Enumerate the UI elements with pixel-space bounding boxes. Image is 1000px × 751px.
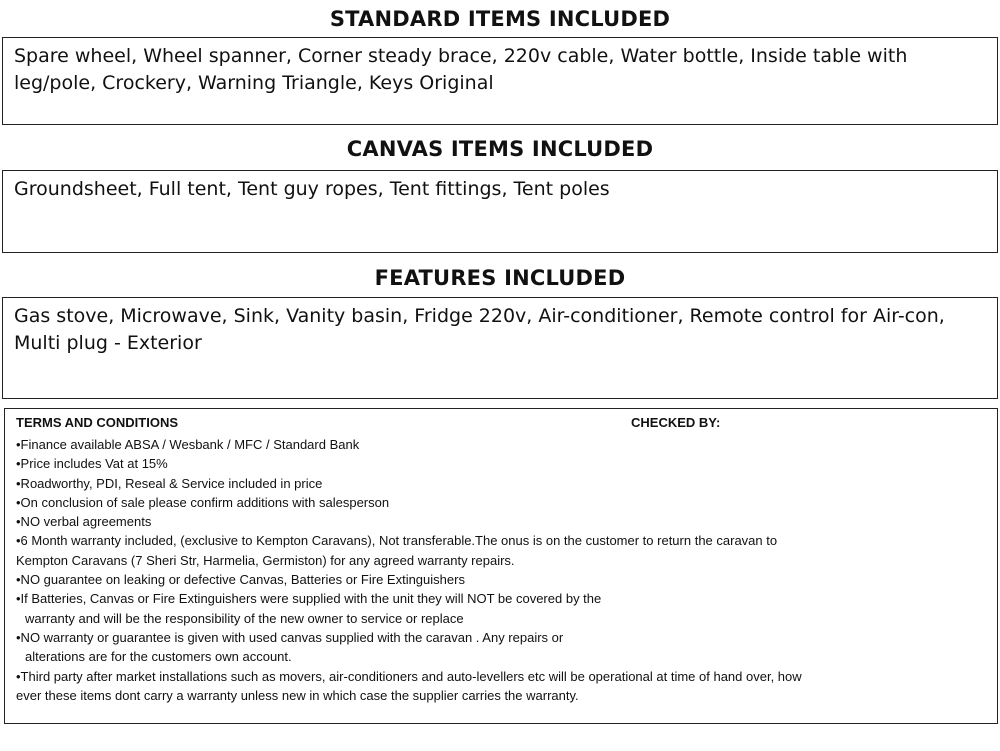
terms-list [16,435,989,705]
term-line: •NO verbal agreements [16,514,152,530]
term-line: alterations are for the customers own account. [25,649,292,665]
canvas-items-box [2,170,998,253]
terms-box [4,408,998,724]
term-line: •Roadworthy, PDI, Reseal & Service included in price [16,475,323,491]
canvas-items-heading: CANVAS ITEMS INCLUDED [346,137,654,161]
term-line: •NO guarantee on leaking or defective Canvas, Batteries or Fire Extinguishers [16,572,465,588]
standard-items-text: Spare wheel, Wheel spanner, Corner steady brace, 220v cable, Water bottle, Inside table with leg/pole, Crockery, Warning Triangle, Keys Original [14,45,908,94]
checked-by-label: CHECKED BY: [631,415,721,430]
term-line: •If Batteries, Canvas or Fire Extinguishers were supplied with the unit they will NOT be covered by the [16,591,602,607]
term-line: •6 Month warranty included, (exclusive to Kempton Caravans), Not transferable.The onus is on the customer to return the caravan to [16,533,778,549]
term-line: •Third party after market installations such as movers, air-conditioners and auto-levellers etc will be operational at time of hand over, how [16,668,802,684]
features-text: Gas stove, Microwave, Sink, Vanity basin, Fridge 220v, Air-conditioner, Remote control for Air-con, Multi plug - Exterior [14,305,945,354]
term-line: warranty and will be the responsibility of the new owner to service or replace [25,610,464,626]
standard-items-box [2,37,998,125]
features-box [2,297,998,399]
term-line: •On conclusion of sale please confirm additions with salesperson [16,494,390,510]
term-line: ever these items dont carry a warranty unless new in which case the supplier carries the warranty. [16,687,579,703]
term-line: Kempton Caravans (7 Sheri Str, Harmelia, Germiston) for any agreed warranty repairs. [16,552,515,568]
term-line: •Price includes Vat at 15% [16,456,168,472]
canvas-items-text: Groundsheet, Full tent, Tent guy ropes, Tent fittings, Tent poles [14,178,610,200]
terms-title: TERMS AND CONDITIONS [16,415,179,430]
term-line: •NO warranty or guarantee is given with used canvas supplied with the caravan . Any repairs or [16,629,564,645]
standard-items-heading: STANDARD ITEMS INCLUDED [329,7,671,31]
term-line: •Finance available ABSA / Wesbank / MFC / Standard Bank [16,437,360,452]
features-heading: FEATURES INCLUDED [374,266,626,290]
